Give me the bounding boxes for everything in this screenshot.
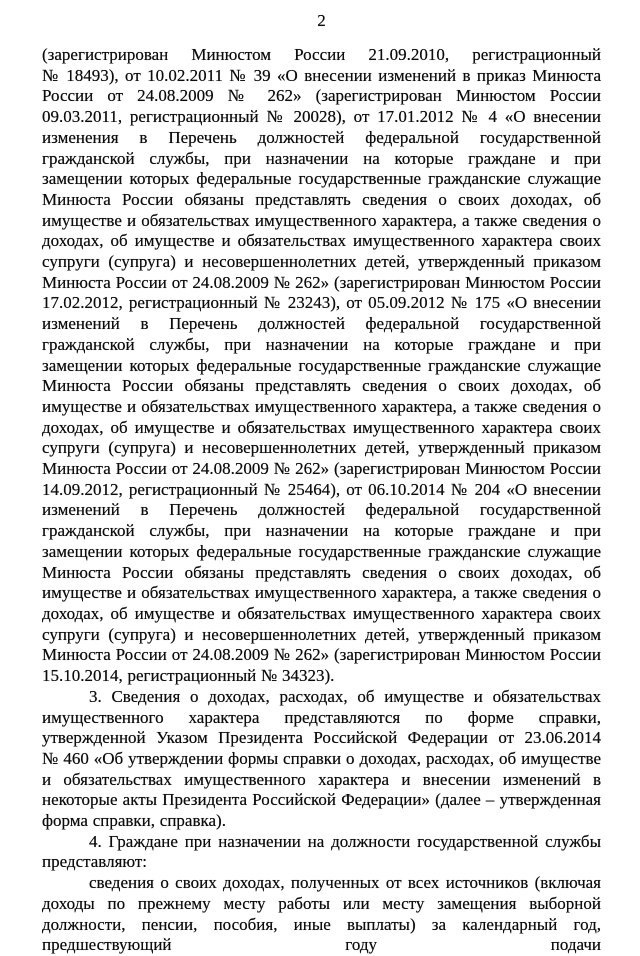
body-paragraph-item-3: 3. Сведения о доходах, расходах, об имуществе и обязательствах имущественного характера представляются по форме справки, утвержденной Указом Президента Российской Федерации от 23.06.2014 № 460 «Об утверждении формы справки о доходах, расходах, об имуществе и обязательствах имущественного характера и внесении изменений в некоторые акты Президента Российской Федерации» (далее – утвержденная форма справки, справка). [42, 686, 601, 831]
body-paragraph-income-details: сведения о своих доходах, полученных от всех источников (включая доходы по прежнему месту работы или месту замещения выборной должности, пенсии, пособия, иные выплаты) за календарный год, предшествующий году подачи [42, 873, 601, 955]
body-paragraph-continuation: (зарегистрирован Минюстом России 21.09.2010, регистрационный № 18493), от 10.02.2011 № 39 «О внесении изменений в приказ Минюста России от 24.08.2009 № 262» (зарегистрирован Минюстом России 09.03.2011, регистрационный № 20028), от 17.01.2012 № 4 «О внесении изменения в Перечень должностей федеральной государственной гражданской службы, при назначении на которые граждане и при замещении которых федеральные государственные гражданские служащие Минюста России обязаны представлять сведения о своих доходах, об имуществе и обязательствах имущественного характера, а также сведения о доходах, об имуществе и обязательствах имущественного характера своих супруги (супруга) и несовершеннолетних детей, утвержденный приказом Минюста России от 24.08.2009 № 262» (зарегистрирован Минюстом России 17.02.2012, регистрационный № 23243), от 05.09.2012 № 175 «О внесении изменений в Перечень должностей федеральной государственной гражданской службы, при назначении на которые граждане и при замещении которых федеральные государственные гражданские служащие Минюста России обязаны представлять сведения о своих доходах, об имуществе и обязательствах имущественного характера, а также сведения о доходах, об имуществе и обязательствах имущественного характера своих супруги (супруга) и несовершеннолетних детей, утвержденный приказом Минюста России от 24.08.2009 № 262» (зарегистрирован Минюстом России 14.09.2012, регистрационный № 25464), от 06.10.2014 № 204 «О внесении изменений в Перечень должностей федеральной государственной гражданской службы, при назначении на которые граждане и при замещении которых федеральные государственные гражданские служащие Минюста России обязаны представлять сведения о своих доходах, об имуществе и обязательствах имущественного характера, а также сведения о доходах, об имуществе и обязательствах имущественного характера своих супруги (супруга) и несовершеннолетних детей, утвержденный приказом Минюста России от 24.08.2009 № 262» (зарегистрирован Минюстом России 15.10.2014, регистрационный № 34323). [42, 45, 601, 686]
body-paragraph-item-4: 4. Граждане при назначении на должности государственной службы представляют: [42, 831, 601, 872]
page-number: 2 [317, 11, 326, 30]
